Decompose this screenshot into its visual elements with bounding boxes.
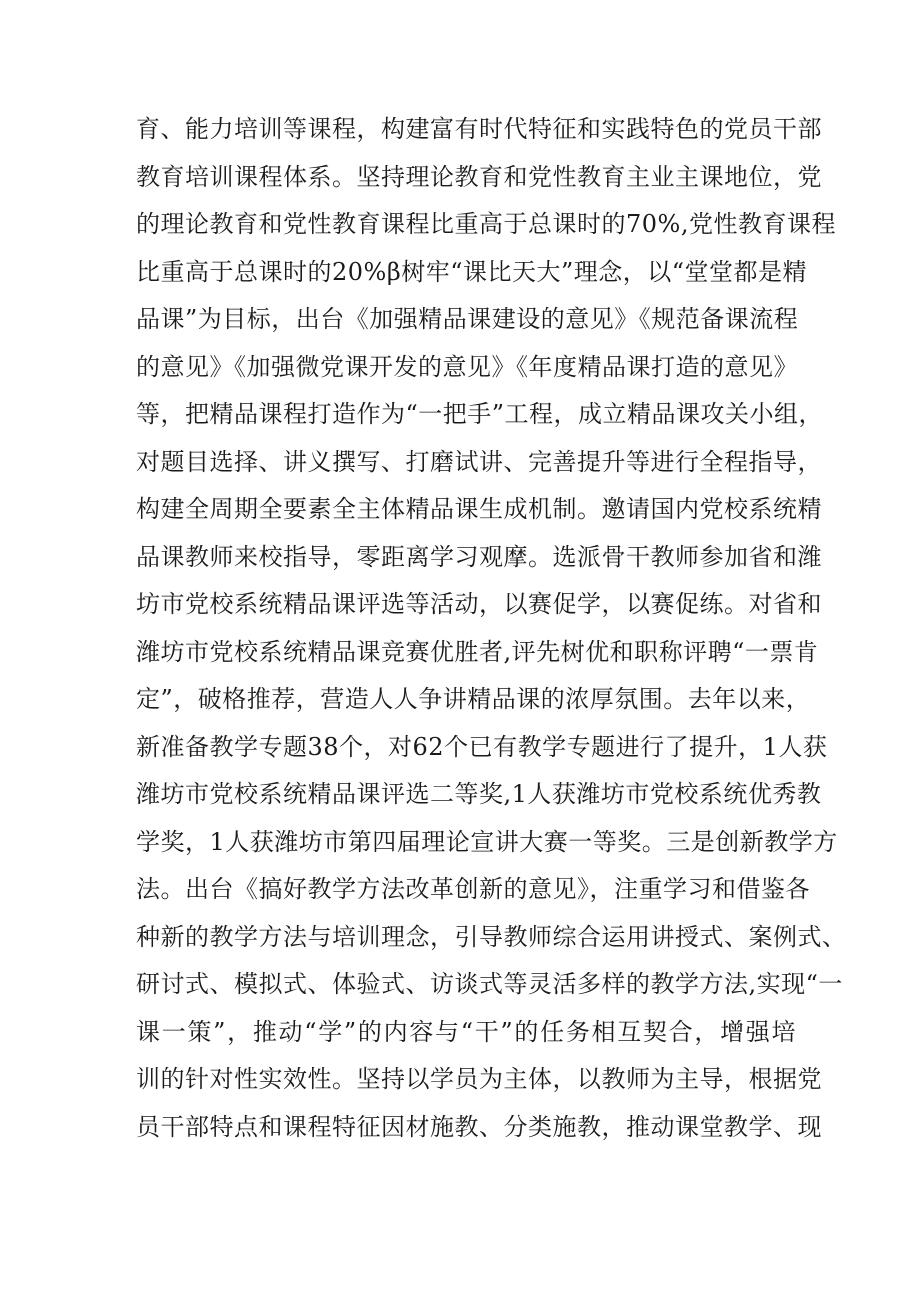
text-line: 教育培训课程体系。坚持理论教育和党性教育主业主课地位，党	[136, 162, 822, 191]
text-line: 的理论教育和党性教育课程比重高于总课时的70%,党性教育课程	[136, 210, 836, 238]
text-line: 定”，破格推荐，营造人人争讲精品课的浓厚氛围。去年以来，	[136, 685, 811, 713]
body-paragraph	[136, 106, 847, 1151]
text-line: 品课”为目标，出台《加强精品课建设的意见》《规范备课流程	[136, 305, 799, 333]
text-line: 比重高于总课时的20%β树牢“课比天大”理念，以“堂堂都是精	[136, 257, 808, 286]
text-line: 育、能力培训等课程，构建富有时代特征和实践特色的党员干部	[136, 115, 822, 143]
text-line: 训的针对性实效性。坚持以学员为主体，以教师为主导，根据党	[136, 1065, 822, 1093]
text-line: 课一策”，推动“学”的内容与“干”的任务相互契合，增强培	[136, 1017, 796, 1046]
text-line: 对题目选择、讲义撰写、打磨试讲、完善提升等进行全程指导，	[136, 447, 822, 476]
text-line: 新准备教学专题38个，对62个已有教学专题进行了提升，1人获	[136, 732, 828, 761]
text-line: 研讨式、模拟式、体验式、访谈式等灵活多样的教学方法,实现“一	[136, 970, 843, 998]
text-line: 品课教师来校指导，零距离学习观摩。选派骨干教师参加省和潍	[136, 542, 822, 571]
text-line: 潍坊市党校系统精品课评选二等奖,1人获潍坊市党校系统优秀教	[136, 780, 822, 808]
text-line: 坊市党校系统精品课评选等活动，以赛促学，以赛促练。对省和	[136, 590, 822, 618]
text-line: 种新的教学方法与培训理念，引导教师综合运用讲授式、案例式、	[136, 922, 847, 951]
text-line: 学奖，1人获潍坊市第四届理论宣讲大赛一等奖。三是创新教学方	[136, 827, 838, 856]
text-line: 构建全周期全要素全主体精品课生成机制。邀请国内党校系统精	[136, 495, 822, 523]
text-line: 的意见》《加强微党课开发的意见》《年度精品课打造的意见》	[136, 352, 798, 381]
text-line: 等，把精品课程打造作为“一把手”工程，成立精品课攻关小组，	[136, 400, 824, 428]
text-line: 员干部特点和课程特征因材施教、分类施教，推动课堂教学、现	[136, 1112, 822, 1141]
text-line: 潍坊市党校系统精品课竞赛优胜者,评先树优和职称评聘“一票肯	[136, 637, 819, 666]
text-line: 法。出台《搞好教学方法改革创新的意见》，注重学习和借鉴各	[136, 875, 810, 903]
